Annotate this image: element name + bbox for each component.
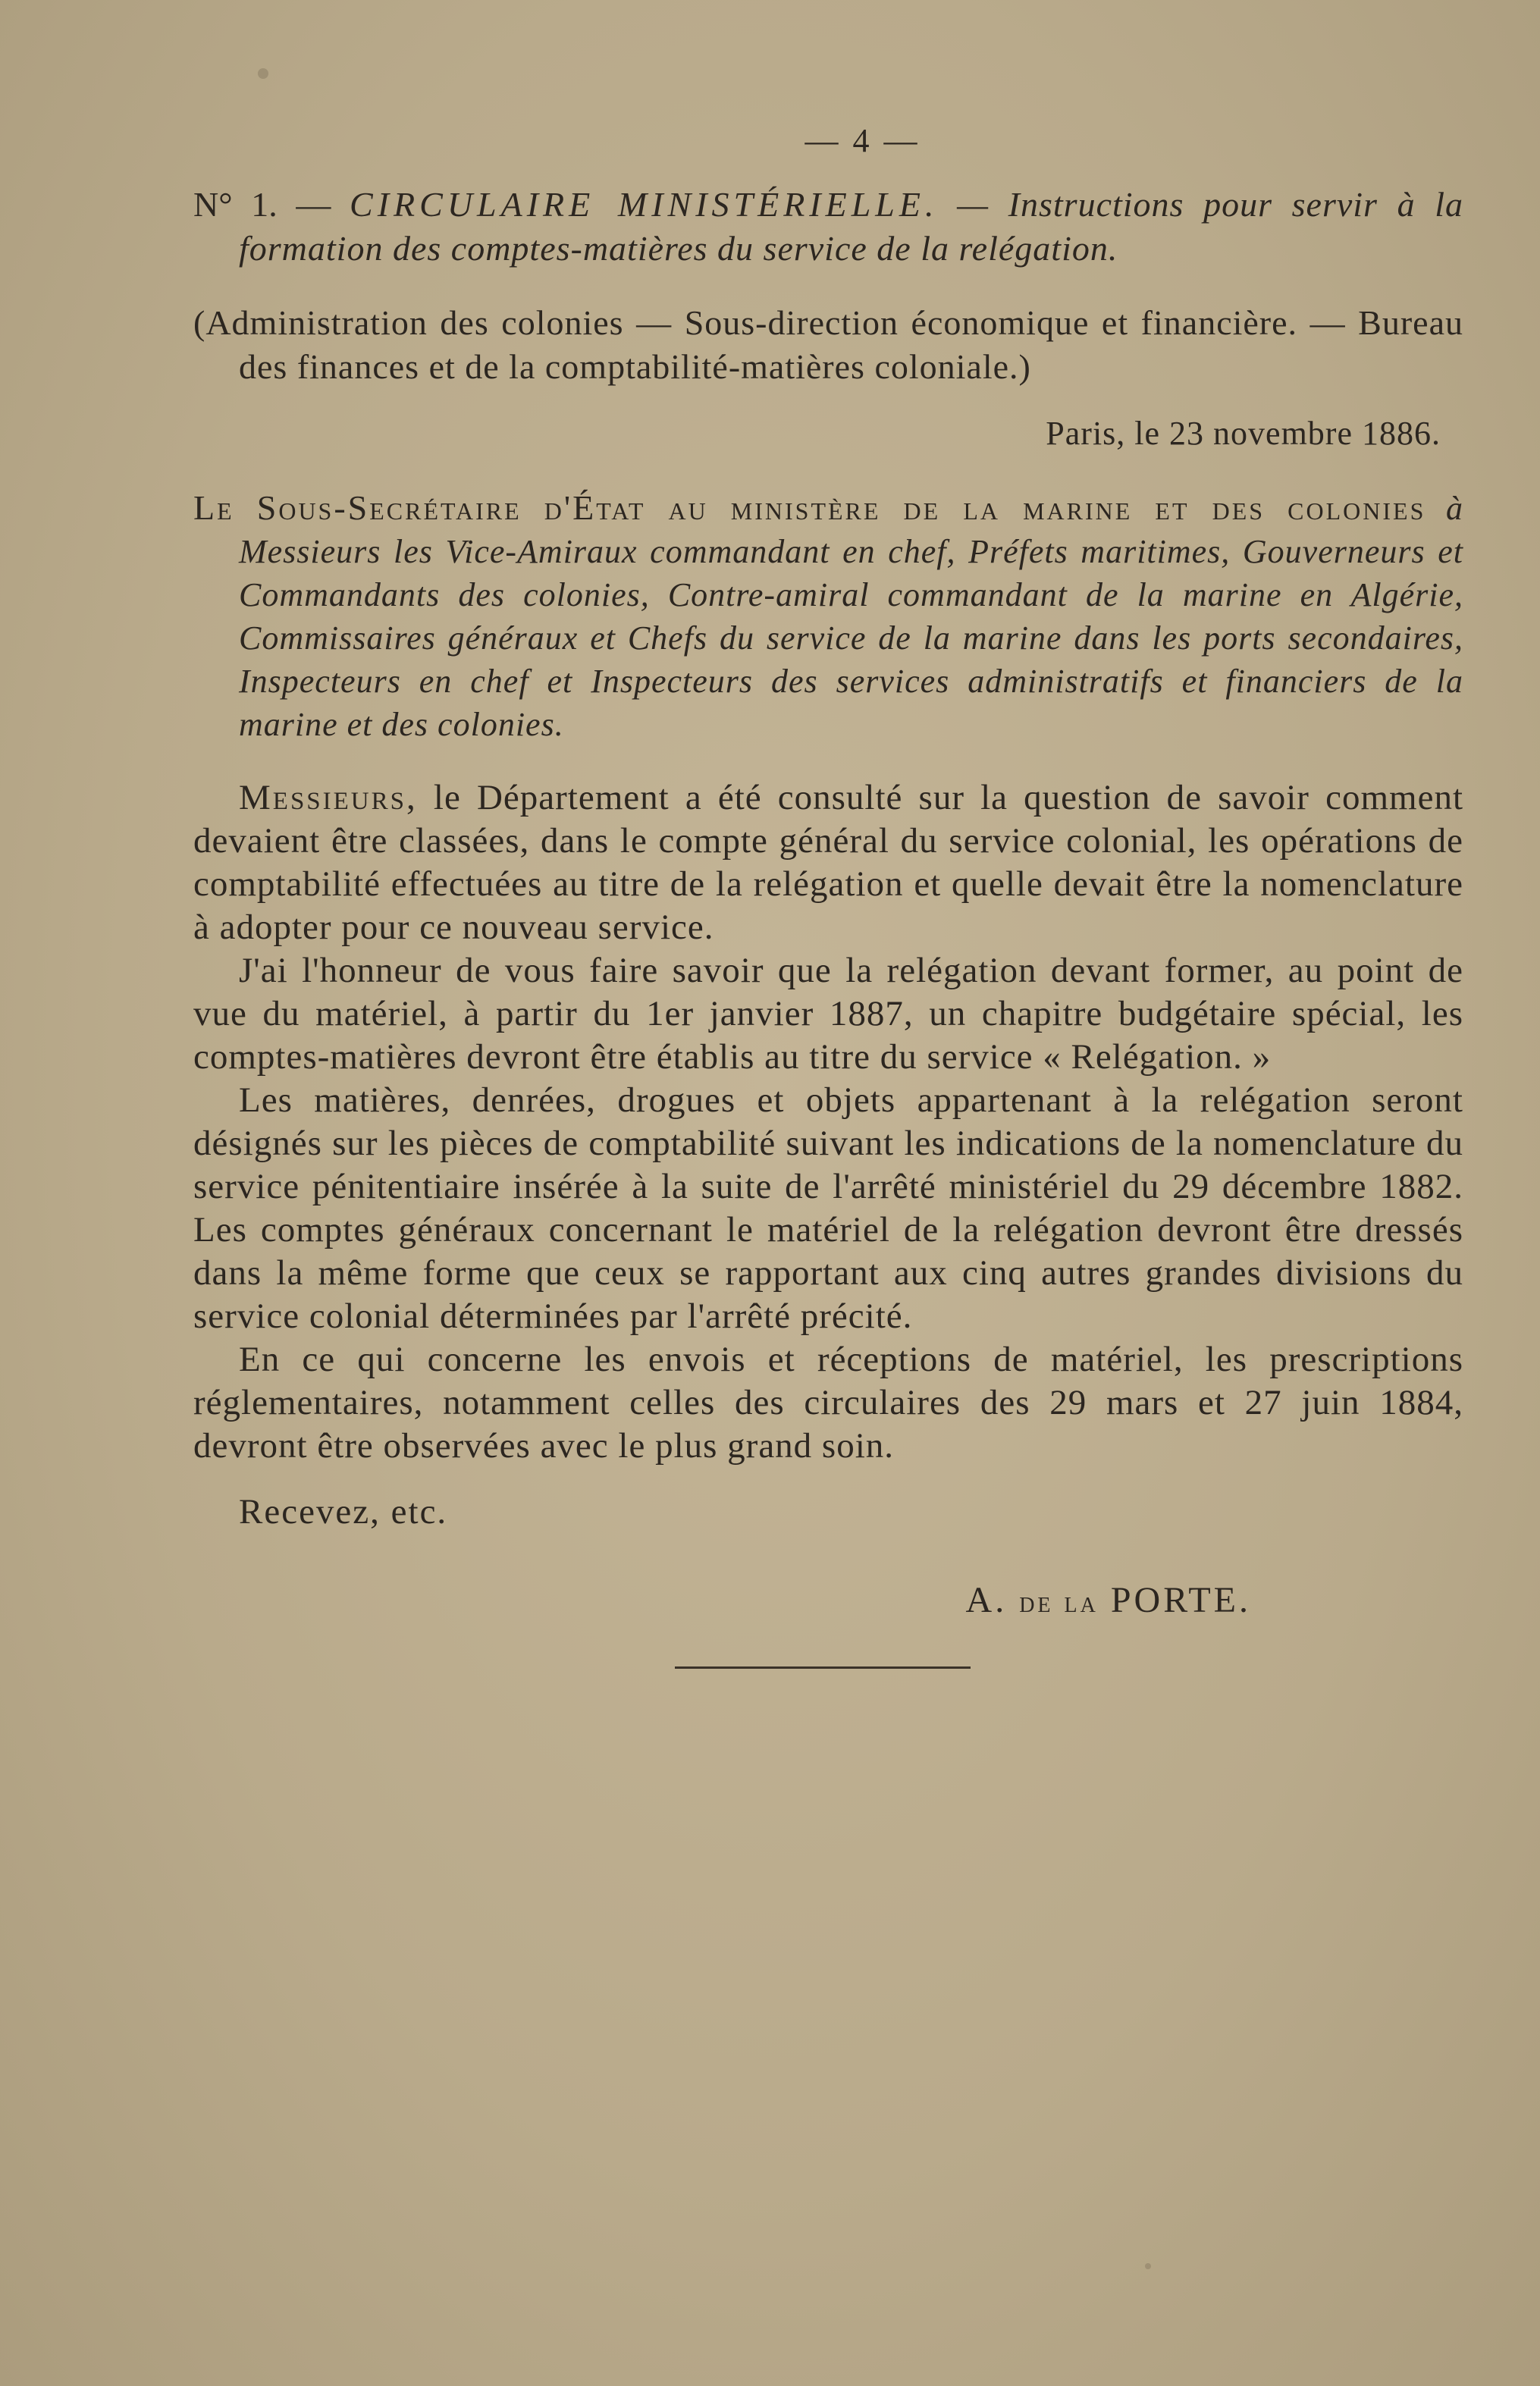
signature-particle: de la	[1019, 1585, 1099, 1619]
circular-title: CIRCULAIRE MINISTÉRIELLE.	[350, 185, 939, 224]
document-content	[193, 121, 1463, 1669]
body-paragraph-1	[193, 776, 1463, 949]
body-paragraph-2: J'ai l'honneur de vous faire savoir que la relégation devant former, au point de vue du matériel, à partir du 1er janvier 1887, un chapitre budgétaire spécial, les comptes-matières devront être établis au titre du service « Relégation. »	[193, 951, 1463, 1077]
circular-number: N° 1. —	[193, 185, 331, 224]
signature-initial: A.	[965, 1580, 1008, 1620]
circular-subject: — Instructions pour servir à la formation des comptes-matières du service de la relégation.	[239, 185, 1464, 268]
page-number: — 4 —	[805, 122, 921, 159]
closing-formula: Recevez, etc.	[239, 1492, 448, 1532]
dateline: Paris, le 23 novembre 1886.	[1046, 415, 1441, 452]
addressee-block	[193, 486, 1463, 746]
administration-note: (Administration des colonies — Sous-direction économique et financière. — Bureau des finances et de la comptabilité-matières coloniale.)	[193, 303, 1463, 386]
salutation: Messieurs,	[239, 778, 418, 817]
body-paragraph-3: Les matières, denrées, drogues et objets appartenant à la relégation seront désignés sur les pièces de comptabilité suivant les indications de la nomenclature du service pénitentiaire insérée à la suite de l'arrêté ministériel du 29 décembre 1882. Les comptes généraux concernant le matériel de la relégation devront être dressés dans la même forme que ceux se rapportant aux cinq autres grandes divisions du service colonial déterminées par l'arrêté précité.	[193, 1080, 1463, 1336]
signature-name: PORTE.	[1110, 1580, 1251, 1620]
circular-heading	[193, 183, 1463, 271]
closing-rule	[675, 1666, 971, 1669]
paper-stain	[258, 68, 268, 79]
sender: Le Sous-Secrétaire d'État au ministère de la marine et des colonies	[193, 488, 1426, 527]
body-paragraph-4: En ce qui concerne les envois et réceptions de matériel, les prescriptions réglementaires, notamment celles des circulaires des 29 mars et 27 juin 1884, devront être observées avec le plus grand soin.	[193, 1340, 1463, 1466]
recipients: à Messieurs les Vice-Amiraux commandant en chef, Préfets maritimes, Gouverneurs et Commandants des colonies, Contre-amiral commandant de la marine en Algérie, Commissaires généraux et Chefs du service de la marine dans les ports secondaires, Inspecteurs en chef et Inspecteurs des services administratifs et financiers de la marine et des colonies.	[239, 490, 1463, 743]
body-text-1: le Département a été consulté sur la question de savoir comment devaient être classées, dans le compte général du service colonial, les opérations de comptabilité effectuées au titre de la relégation et quelle devait être la nomenclature à adopter pour ce nouveau service.	[193, 778, 1464, 947]
signature	[193, 1579, 1251, 1621]
paper-stain	[1145, 2263, 1151, 2269]
